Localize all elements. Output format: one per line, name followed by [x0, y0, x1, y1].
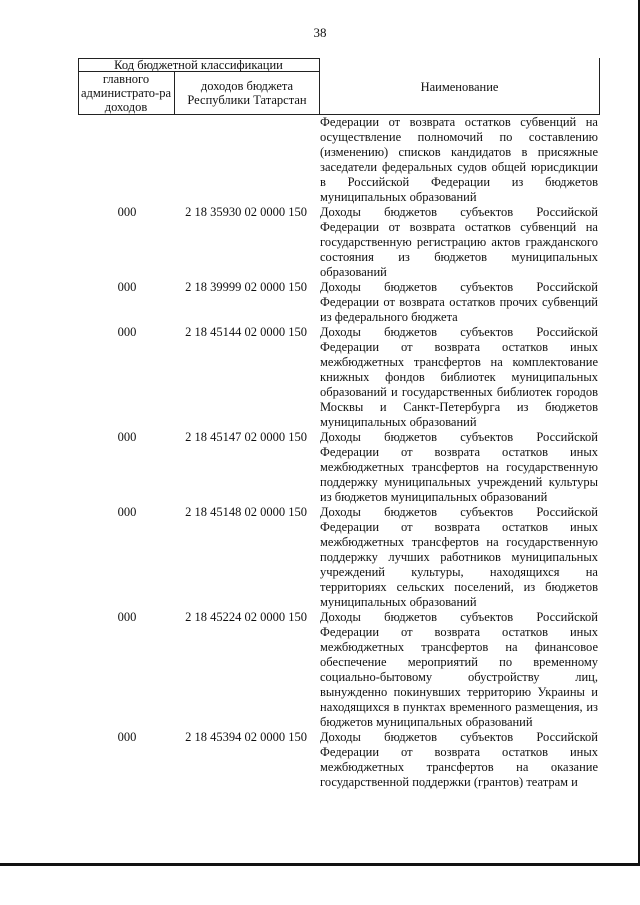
table-header: [78, 58, 600, 114]
revenue-name: Доходы бюджетов субъектов Российской Федерации от возврата остатков иных межбюджетных трансфертов на финансовое обеспечение мероприятий по временному социально-бытовому обустройству лиц, вынужденно покинувших территорию Украины и находящихся в пунктах временного размещения, из бюджетов муниципальных образований: [320, 610, 598, 729]
revenue-code: [176, 115, 316, 205]
revenue-name: Доходы бюджетов субъектов Российской Федерации от возврата остатков иных межбюджетных трансфертов на оказание государственной поддержки (грантов) театрам и: [320, 730, 598, 789]
revenue-name: Доходы бюджетов субъектов Российской Федерации от возврата остатков прочих субвенций из федерального бюджета: [320, 280, 598, 324]
table-body: [78, 115, 608, 790]
revenue-code: 2 18 45147 02 0000 150: [185, 430, 307, 444]
table-row: [78, 430, 608, 505]
header-right-border: [599, 58, 600, 115]
admin-code: 000: [117, 205, 137, 219]
table-row: [78, 505, 608, 610]
revenue-name: Доходы бюджетов субъектов Российской Федерации от возврата остатков иных межбюджетных трансфертов на государственную поддержку лучших работников муниципальных учреждений культуры, находящихся на территориях сельских поселений, из бюджетов муниципальных образований: [320, 505, 598, 609]
revenue-code: 2 18 45148 02 0000 150: [185, 505, 307, 519]
header-col-admin: главного администрато-ра доходов: [80, 72, 172, 114]
admin-code: 000: [117, 610, 137, 624]
revenue-name: Доходы бюджетов субъектов Российской Федерации от возврата остатков иных межбюджетных трансфертов на комплектование книжных фондов библиотек муниципальных образований и государственных библиотек городов Москвы и Санкт-Петербурга из бюджетов муниципальных образований: [320, 325, 598, 429]
revenue-name: Доходы бюджетов субъектов Российской Федерации от возврата остатков иных межбюджетных трансфертов на государственную поддержку муниципальных учреждений культуры из бюджетов муниципальных образований: [320, 430, 598, 504]
table-row: [78, 280, 608, 325]
table-row: [78, 205, 608, 280]
table-row: [78, 610, 608, 730]
admin-code: 000: [117, 430, 137, 444]
scan-bottom-border: [0, 863, 640, 866]
revenue-name: Федерации от возврата остатков субвенций на осуществление полномочий по составлению (изменению) списков кандидатов в присяжные заседатели федеральных судов общей юрисдикции в Российской Федерации из бюджетов муниципальных образований: [320, 115, 598, 204]
table-row: [78, 115, 608, 205]
admin-code: 000: [117, 280, 137, 294]
revenue-code: 2 18 45394 02 0000 150: [185, 730, 307, 744]
revenue-name: Доходы бюджетов субъектов Российской Федерации от возврата остатков субвенций на государственную регистрацию актов гражданского состояния из бюджетов муниципальных образований: [320, 205, 598, 279]
page-number: 38: [313, 25, 327, 40]
table-row: [78, 730, 608, 790]
header-group-label: Код бюджетной классификации: [114, 58, 283, 72]
revenue-code: 2 18 45144 02 0000 150: [185, 325, 307, 339]
admin-code: 000: [117, 325, 137, 339]
header-col-revenue: доходов бюджета Республики Татарстан: [187, 79, 307, 107]
table-row: [78, 325, 608, 430]
admin-code: 000: [117, 505, 137, 519]
revenue-code: 2 18 35930 02 0000 150: [185, 205, 307, 219]
admin-code: [78, 115, 176, 205]
header-col-name: Наименование: [420, 80, 499, 94]
revenue-code: 2 18 39999 02 0000 150: [185, 280, 307, 294]
admin-code: 000: [117, 730, 137, 744]
revenue-code: 2 18 45224 02 0000 150: [185, 610, 307, 624]
